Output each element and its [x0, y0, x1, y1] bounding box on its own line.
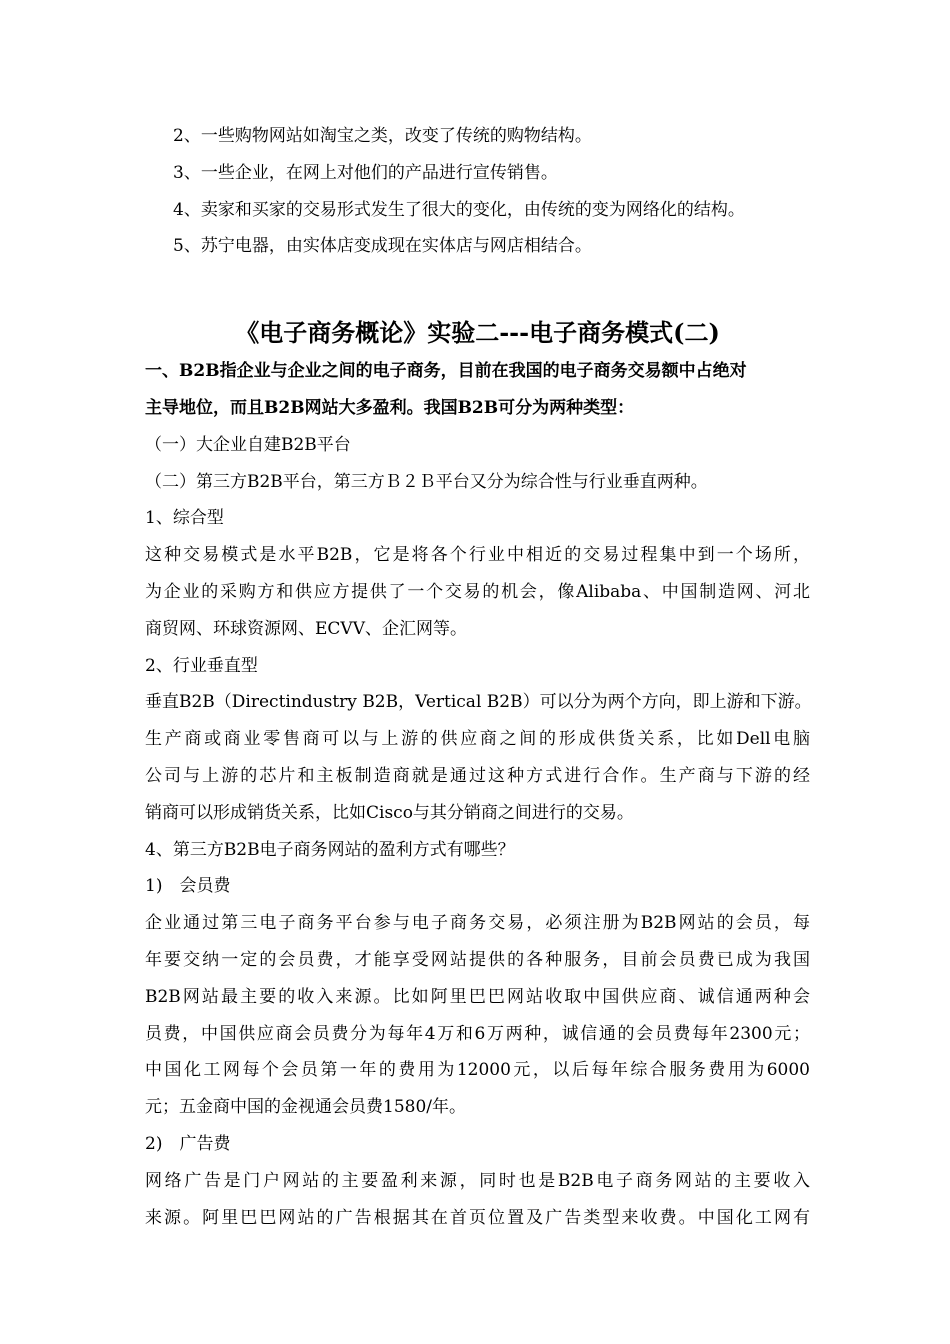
advertising-line-1: 网络广告是门户网站的主要盈利来源，同时也是B2B电子商务网站的主要收入 [145, 1170, 810, 1191]
membership-line-6: 元；五金商中国的金视通会员费1580/年。 [145, 1097, 466, 1118]
profit-question: 4、第三方B2B电子商务网站的盈利方式有哪些？ [145, 839, 515, 860]
vertical-heading: 2、行业垂直型 [145, 655, 258, 676]
b2b-lead-line-2: 主导地位，而且B2B网站大多盈利。我国B2B可分为两种类型： [145, 397, 635, 418]
document-page [145, 118, 810, 1236]
comprehensive-heading: 1、综合型 [145, 508, 224, 529]
intro-item-2: 2、一些购物网站如淘宝之类，改变了传统的购物结构。 [173, 126, 592, 146]
membership-line-1: 企业通过第三电子商务平台参与电子商务交易，必须注册为B2B网站的会员，每 [145, 913, 810, 934]
b2b-type-2: （二）第三方B2B平台，第三方Ｂ２Ｂ平台又分为综合性与行业垂直两种。 [145, 471, 708, 492]
page-title: 《电子商务概论》实验二---电子商务模式(二) [235, 318, 720, 348]
comprehensive-line-2: 为企业的采购方和供应方提供了一个交易的机会，像Alibaba、中国制造网、河北 [145, 581, 810, 602]
vertical-line-4: 销商可以形成销货关系，比如Cisco与其分销商之间进行的交易。 [145, 802, 634, 823]
membership-line-3: B2B网站最主要的收入来源。比如阿里巴巴网站收取中国供应商、诚信通两种会 [145, 986, 810, 1007]
membership-heading: 1) 会员费 [145, 876, 231, 897]
advertising-heading: 2) 广告费 [145, 1133, 231, 1154]
vertical-line-1: 垂直B2B（Directindustry B2B，Vertical B2B）可以分为两个方向，即上游和下游。 [145, 692, 812, 713]
membership-line-4: 员费，中国供应商会员费分为每年4万和6万两种，诚信通的会员费每年2300元； [145, 1023, 810, 1044]
membership-line-5: 中国化工网每个会员第一年的费用为12000元，以后每年综合服务费用为6000 [145, 1060, 810, 1081]
section-gap [145, 265, 810, 313]
b2b-type-1: （一）大企业自建B2B平台 [145, 434, 351, 455]
intro-item-5: 5、苏宁电器，由实体店变成现在实体店与网店相结合。 [173, 236, 592, 257]
comprehensive-line-1: 这种交易模式是水平B2B，它是将各个行业中相近的交易过程集中到一个场所， [145, 545, 810, 566]
b2b-lead-line-1: 一、B2B指企业与企业之间的电子商务，目前在我国的电子商务交易额中占绝对 [145, 361, 747, 382]
intro-item-3: 3、一些企业，在网上对他们的产品进行宣传销售。 [173, 162, 558, 183]
membership-line-2: 年要交纳一定的会员费，才能享受网站提供的各种服务，目前会员费已成为我国 [145, 949, 810, 970]
vertical-line-2: 生产商或商业零售商可以与上游的供应商之间的形成供货关系，比如Dell电脑 [145, 729, 810, 750]
advertising-line-2: 来源。阿里巴巴网站的广告根据其在首页位置及广告类型来收费。中国化工网有 [145, 1207, 810, 1228]
vertical-line-3: 公司与上游的芯片和主板制造商就是通过这种方式进行合作。生产商与下游的经 [145, 765, 810, 786]
comprehensive-line-3: 商贸网、环球资源网、ECVV、企汇网等。 [145, 618, 467, 639]
intro-item-4: 4、卖家和买家的交易形式发生了很大的变化，由传统的变为网络化的结构。 [173, 199, 745, 220]
